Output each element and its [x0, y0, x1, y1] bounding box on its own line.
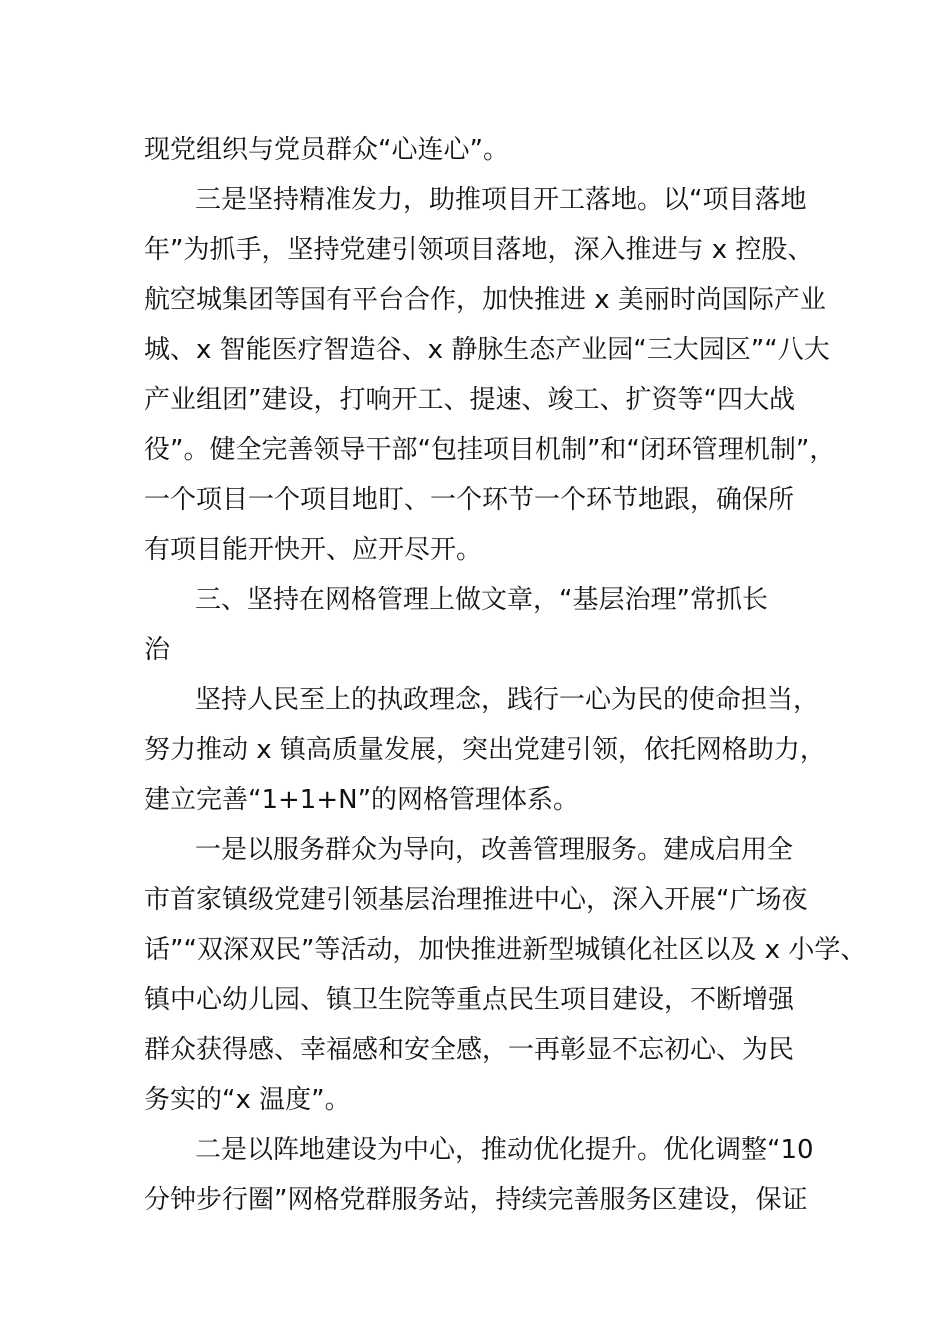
body-text-line: 城、x 智能医疗智造谷、x 静脉生态产业园“三大园区”“八大 — [144, 335, 830, 365]
body-text-line: 市首家镇级党建引领基层治理推进中心，深入开展“广场夜 — [144, 885, 808, 915]
body-text-line: 航空城集团等国有平台合作，加快推进 x 美丽时尚国际产业 — [144, 285, 826, 315]
paragraph-first-line: 三是坚持精准发力，助推项目开工落地。以“项目落地 — [195, 185, 807, 215]
paragraph-first-line: 二是以阵地建设为中心，推动优化提升。优化调整“10 — [195, 1135, 814, 1165]
paragraph-first-line: 一是以服务群众为导向，改善管理服务。建成启用全 — [195, 835, 794, 865]
section-heading-line: 三、坚持在网格管理上做文章，“基层治理”常抓长 — [195, 585, 768, 615]
body-text-line: 役”。健全完善领导干部“包挂项目机制”和“闭环管理机制”， — [144, 435, 836, 465]
body-text-line: 群众获得感、幸福感和安全感，一再彰显不忘初心、为民 — [144, 1035, 795, 1065]
body-text-line: 话”“双深双民”等活动，加快推进新型城镇化社区以及 x 小学、 — [144, 935, 867, 965]
body-text-line: 分钟步行圈”网格党群服务站，持续完善服务区建设，保证 — [144, 1185, 808, 1215]
paragraph-first-line: 坚持人民至上的执政理念，践行一心为民的使命担当， — [195, 685, 820, 715]
body-text-line: 镇中心幼儿园、镇卫生院等重点民生项目建设，不断增强 — [144, 985, 795, 1015]
body-text-line: 努力推动 x 镇高质量发展，突出党建引领，依托网格助力， — [144, 735, 826, 765]
body-text-line: 产业组团”建设，打响开工、提速、竣工、扩资等“四大战 — [144, 385, 795, 415]
body-text-line: 建立完善“1+1+N”的网格管理体系。 — [144, 785, 580, 815]
body-text-line: 务实的“x 温度”。 — [144, 1085, 351, 1115]
body-text-line: 年”为抓手，坚持党建引领项目落地，深入推进与 x 控股、 — [144, 235, 814, 265]
body-text-line: 有项目能开快开、应开尽开。 — [144, 535, 483, 565]
body-text-line: 现党组织与党员群众“心连心”。 — [144, 135, 509, 165]
body-text-line: 一个项目一个项目地盯、一个环节一个环节地跟，确保所 — [144, 485, 795, 515]
section-heading-line: 治 — [144, 635, 171, 665]
